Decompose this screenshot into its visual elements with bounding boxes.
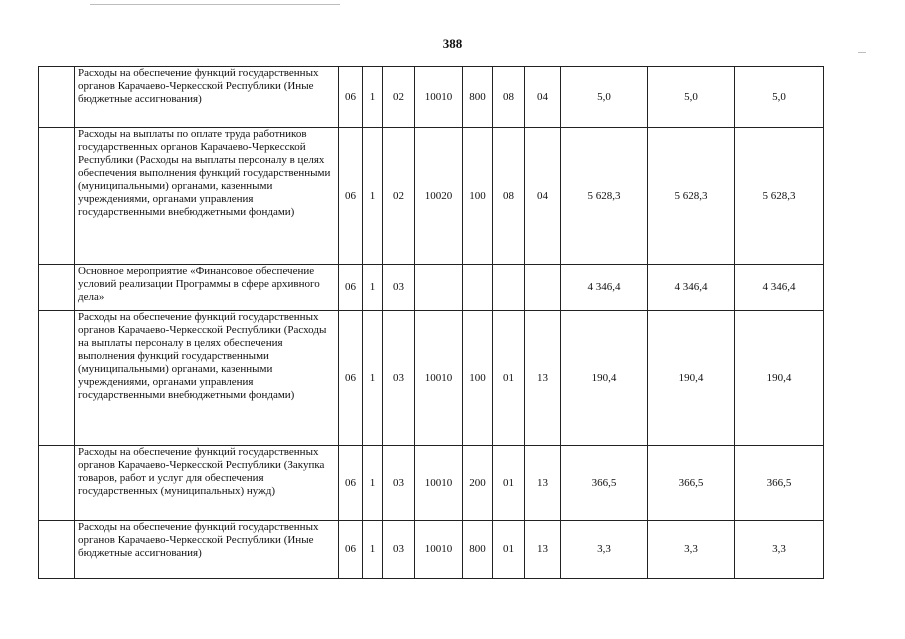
subprogram-code-cell: 1 [363, 446, 383, 521]
amount-year1-cell: 5 628,3 [561, 128, 648, 265]
subprogram-code-cell: 1 [363, 265, 383, 311]
amount-year1-cell: 4 346,4 [561, 265, 648, 311]
expense-name-cell: Расходы на обеспечение функций государственных органов Карачаево-Черкесской Республики (Расходы на выплаты персоналу в целях обеспечения выполнения функций государственными (муниципальными) органами, казенными учреждениями, органами управления государственными внебюджетными фондами) [75, 311, 339, 446]
amount-year3-cell: 190,4 [735, 311, 824, 446]
expense-name-cell: Расходы на выплаты по оплате труда работников государственных органов Карачаево-Черкесской Республики (Расходы на выплаты персоналу в целях обеспечения выполнения функций государственными (муниципальными) органами, казенными учреждениями, органами управления государственными внебюджетными фондами) [75, 128, 339, 265]
subsection-code-cell: 04 [525, 128, 561, 265]
direction-code-cell: 10010 [415, 521, 463, 579]
row-number-cell [39, 67, 75, 128]
event-code-cell: 03 [383, 521, 415, 579]
amount-year2-cell: 3,3 [648, 521, 735, 579]
amount-year2-cell: 5 628,3 [648, 128, 735, 265]
scan-top-rule [90, 4, 340, 5]
row-number-cell [39, 311, 75, 446]
subprogram-code-cell: 1 [363, 521, 383, 579]
section-code-cell: 08 [493, 67, 525, 128]
expense-name-cell: Расходы на обеспечение функций государственных органов Карачаево-Черкесской Республики (Закупка товаров, работ и услуг для обеспечения государственных (муниципальных) нужд) [75, 446, 339, 521]
expense-name-cell: Основное мероприятие «Финансовое обеспечение условий реализации Программы в сфере архивного дела» [75, 265, 339, 311]
event-code-cell: 02 [383, 128, 415, 265]
event-code-cell: 03 [383, 446, 415, 521]
table-row [39, 521, 824, 579]
section-code-cell: 01 [493, 446, 525, 521]
amount-year3-cell: 5,0 [735, 67, 824, 128]
event-code-cell: 03 [383, 311, 415, 446]
amount-year2-cell: 366,5 [648, 446, 735, 521]
page-number: 388 [442, 36, 463, 51]
event-code-cell: 02 [383, 67, 415, 128]
direction-code-cell: 10010 [415, 311, 463, 446]
subsection-code-cell: 04 [525, 67, 561, 128]
amount-year2-cell: 5,0 [648, 67, 735, 128]
expense-type-cell: 800 [463, 67, 493, 128]
amount-year2-cell: 190,4 [648, 311, 735, 446]
subsection-code-cell: 13 [525, 446, 561, 521]
expense-type-cell [463, 265, 493, 311]
direction-code-cell [415, 265, 463, 311]
expense-type-cell: 100 [463, 128, 493, 265]
expense-name-cell: Расходы на обеспечение функций государственных органов Карачаево-Черкесской Республики (Иные бюджетные ассигнования) [75, 521, 339, 579]
amount-year3-cell: 3,3 [735, 521, 824, 579]
amount-year1-cell: 5,0 [561, 67, 648, 128]
subsection-code-cell: 13 [525, 521, 561, 579]
amount-year1-cell: 366,5 [561, 446, 648, 521]
direction-code-cell: 10010 [415, 67, 463, 128]
row-number-cell [39, 521, 75, 579]
amount-year3-cell: 4 346,4 [735, 265, 824, 311]
expense-type-cell: 800 [463, 521, 493, 579]
amount-year2-cell: 4 346,4 [648, 265, 735, 311]
table-row [39, 128, 824, 265]
table-row [39, 265, 824, 311]
subprogram-code-cell: 1 [363, 128, 383, 265]
subsection-code-cell [525, 265, 561, 311]
section-code-cell: 08 [493, 128, 525, 265]
program-code-cell: 06 [339, 311, 363, 446]
expense-type-cell: 100 [463, 311, 493, 446]
row-number-cell [39, 128, 75, 265]
expense-name-cell: Расходы на обеспечение функций государственных органов Карачаево-Черкесской Республики (Иные бюджетные ассигнования) [75, 67, 339, 128]
program-code-cell: 06 [339, 265, 363, 311]
section-code-cell: 01 [493, 311, 525, 446]
table-row [39, 311, 824, 446]
subsection-code-cell: 13 [525, 311, 561, 446]
row-number-cell [39, 446, 75, 521]
budget-table [38, 66, 824, 579]
expense-type-cell: 200 [463, 446, 493, 521]
section-code-cell: 01 [493, 521, 525, 579]
table-row [39, 67, 824, 128]
section-code-cell [493, 265, 525, 311]
amount-year3-cell: 366,5 [735, 446, 824, 521]
amount-year1-cell: 3,3 [561, 521, 648, 579]
direction-code-cell: 10020 [415, 128, 463, 265]
program-code-cell: 06 [339, 521, 363, 579]
program-code-cell: 06 [339, 446, 363, 521]
amount-year3-cell: 5 628,3 [735, 128, 824, 265]
event-code-cell: 03 [383, 265, 415, 311]
subprogram-code-cell: 1 [363, 67, 383, 128]
program-code-cell: 06 [339, 128, 363, 265]
program-code-cell: 06 [339, 67, 363, 128]
table-row [39, 446, 824, 521]
scan-edge-mark [858, 52, 866, 53]
subprogram-code-cell: 1 [363, 311, 383, 446]
amount-year1-cell: 190,4 [561, 311, 648, 446]
row-number-cell [39, 265, 75, 311]
direction-code-cell: 10010 [415, 446, 463, 521]
